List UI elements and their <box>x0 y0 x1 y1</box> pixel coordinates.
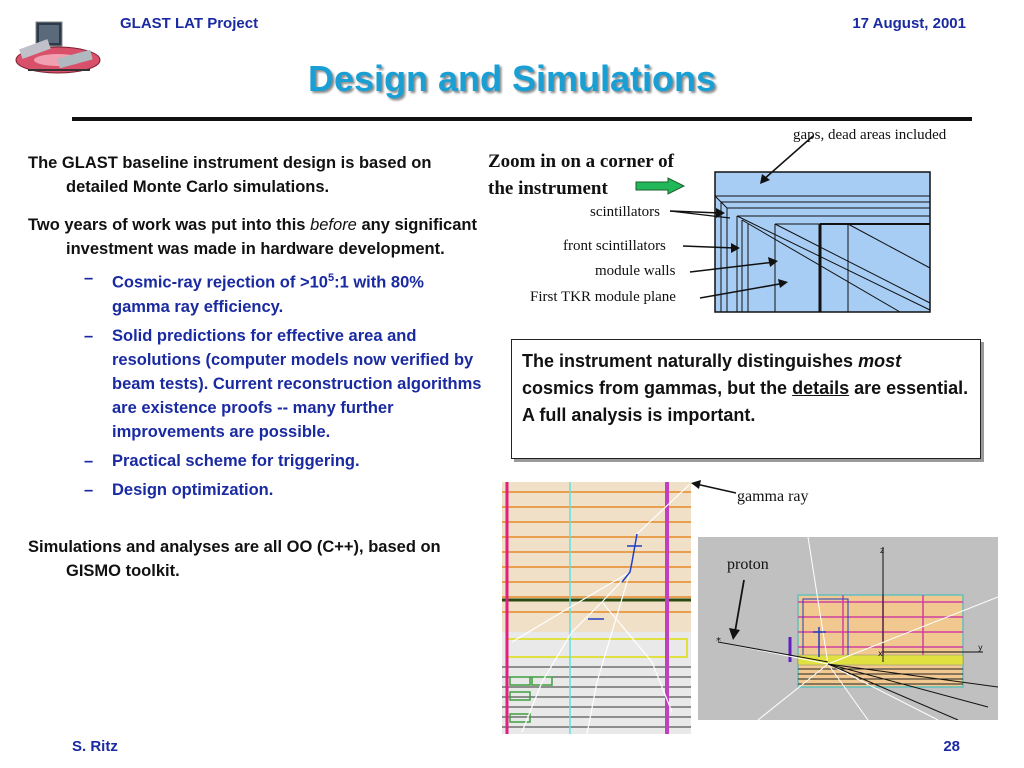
bullet-dash: – <box>84 480 94 499</box>
corner-diagram <box>600 128 980 318</box>
bullet-cosmic-text: Cosmic-ray rejection of >10 <box>112 273 328 292</box>
bullet-dash: – <box>84 451 94 470</box>
callout-box <box>511 339 981 459</box>
gamma-arrow <box>688 478 738 498</box>
callout-text-b: cosmics from gammas, but the <box>522 378 793 398</box>
label-scintillators: scintillators <box>590 204 660 220</box>
callout-text-c: are essential. A full analysis is important. <box>522 378 969 425</box>
label-front-scintillators: front scintillators <box>563 238 666 254</box>
gamma-ray-simulation <box>502 482 691 734</box>
proton-arrow <box>728 578 752 642</box>
axis-y-label: y <box>978 643 983 652</box>
zoom-heading-line2: the instrument <box>488 178 608 199</box>
bullet-predictions <box>28 324 483 444</box>
zoom-heading-line1: Zoom in on a corner of <box>488 151 674 172</box>
bullet-dash: – <box>84 269 94 287</box>
work-text-b: any significant investment was made in hardware development. <box>66 216 477 258</box>
label-module-walls: module walls <box>595 263 676 279</box>
axis-z-label: z <box>880 546 885 555</box>
left-column <box>28 151 483 583</box>
paragraph-design: The GLAST baseline instrument design is based on detailed Monte Carlo simulations. <box>28 154 432 196</box>
bullet-triggering-text: Practical scheme for triggering. <box>112 451 360 470</box>
work-emphasis: before <box>310 216 357 234</box>
footer-page-number: 28 <box>943 738 960 755</box>
bullet-cosmic <box>28 266 483 319</box>
header-date: 17 August, 2001 <box>852 15 966 32</box>
slide-title: Design and Simulations <box>307 58 717 99</box>
label-proton: proton <box>727 556 769 573</box>
label-gamma-ray: gamma ray <box>737 488 809 505</box>
bullet-predictions-text: Solid predictions for effective area and resolutions (computer models now verified by beam tests). Current reconstruction algorithms are existence proofs -- many further improvements are possible. <box>112 326 482 441</box>
bullet-triggering <box>28 449 483 473</box>
callout-underlined: details <box>792 378 850 398</box>
label-gaps: gaps, dead areas included <box>793 127 947 143</box>
label-first-tkr: First TKR module plane <box>530 289 676 305</box>
paragraph-work <box>28 213 483 261</box>
callout-emphasis: most <box>858 351 902 371</box>
bullet-dash: – <box>84 326 94 345</box>
axis-x-label: x <box>878 649 883 658</box>
header-project: GLAST LAT Project <box>120 15 259 32</box>
footer-author: S. Ritz <box>72 738 118 755</box>
paragraph-simulations: Simulations and analyses are all OO (C++), based on GISMO toolkit. <box>28 537 441 580</box>
bullet-optimization <box>28 478 483 502</box>
bullet-optimization-text: Design optimization. <box>112 480 274 499</box>
bullet-cosmic-tail: :1 with 80% gamma ray efficiency. <box>112 273 424 316</box>
svg-text:*: * <box>716 636 721 647</box>
callout-text-a: The instrument naturally distinguishes <box>522 351 859 371</box>
work-text-a: Two years of work was put into this <box>28 216 311 234</box>
title-divider <box>72 117 972 121</box>
bullet-cosmic-sup: 5 <box>327 272 335 284</box>
